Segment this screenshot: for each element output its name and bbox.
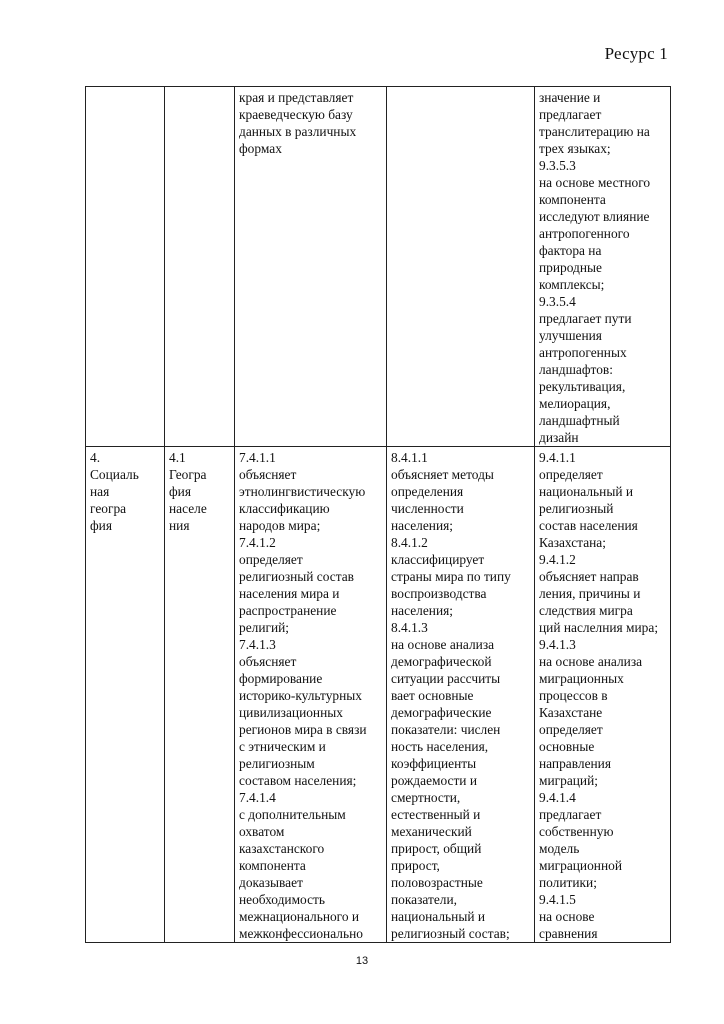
table-cell-grade8 xyxy=(387,87,535,447)
cell-text-line: антропогенных xyxy=(539,345,627,360)
cell-text-line: 4.1 xyxy=(169,450,186,465)
cell-text-line: религий; xyxy=(239,620,290,635)
cell-text-line: модель xyxy=(539,841,580,856)
cell-text-line: 9.4.1.1 xyxy=(539,450,576,465)
cell-text-line: механический xyxy=(391,824,472,839)
table-cell-subsection xyxy=(165,87,235,447)
cell-text-line: 8.4.1.3 xyxy=(391,620,428,635)
cell-text-line: на основе местного xyxy=(539,175,651,190)
cell-text-line: составом населения; xyxy=(239,773,357,788)
cell-text-line: страны мира по типу xyxy=(391,569,511,584)
table-row xyxy=(86,87,671,447)
cell-text-line: населения; xyxy=(391,518,453,533)
cell-text-line: миграционной xyxy=(539,858,622,873)
cell-text-line: компонента xyxy=(239,858,306,873)
cell-text-line: прирост, общий xyxy=(391,841,482,856)
table-row xyxy=(86,447,671,943)
cell-text-line: показатели: числен xyxy=(391,722,501,737)
cell-text-line: народов мира; xyxy=(239,518,321,533)
cell-text-line: 7.4.1.1 xyxy=(239,450,276,465)
cell-text-line: природные xyxy=(539,260,602,275)
cell-text-line: основные xyxy=(539,739,595,754)
cell-text-line: следствия мигра xyxy=(539,603,633,618)
cell-text-line: фия xyxy=(169,484,192,499)
cell-text-line: населе xyxy=(169,501,207,516)
cell-text-line: на основе анализа xyxy=(391,637,495,652)
cell-text-line: этнолингвистическую xyxy=(239,484,366,499)
cell-text-line: фактора на xyxy=(539,243,602,258)
cell-text-line: исследуют влияние xyxy=(539,209,650,224)
table-cell-grade7 xyxy=(235,87,387,447)
cell-text-line: ная xyxy=(90,484,110,499)
cell-text-line: естественный и xyxy=(391,807,481,822)
cell-text-line: ландшафтов: xyxy=(539,362,613,377)
cell-text-line: демографические xyxy=(391,705,492,720)
cell-text-line: с дополнительным xyxy=(239,807,346,822)
cell-text-line: объясняет методы xyxy=(391,467,494,482)
cell-text-line: религиозный состав; xyxy=(391,926,510,941)
cell-text-line: необходимость xyxy=(239,892,325,907)
cell-text-line: предлагает xyxy=(539,807,602,822)
cell-text-line: распространение xyxy=(239,603,337,618)
cell-text-line: населения мира и xyxy=(239,586,340,601)
cell-text-line: религиозный состав xyxy=(239,569,355,584)
cell-text-line: формирование xyxy=(239,671,323,686)
cell-text-line: дизайн xyxy=(539,430,579,445)
cell-text-line: коэффициенты xyxy=(391,756,477,771)
cell-text-line: на основе xyxy=(539,909,595,924)
cell-text-line: классификацию xyxy=(239,501,330,516)
cell-text-line: 9.3.5.3 xyxy=(539,158,576,173)
table-cell-section xyxy=(86,447,165,943)
table-cell-grade7 xyxy=(235,447,387,943)
cell-text-line: комплексы; xyxy=(539,277,605,292)
cell-text-line: определения xyxy=(391,484,464,499)
cell-text-line: предлагает xyxy=(539,107,602,122)
cell-text-line: предлагает пути xyxy=(539,311,632,326)
cell-text-line: на основе анализа xyxy=(539,654,643,669)
cell-text-line: цивилизационных xyxy=(239,705,343,720)
cell-text-line: собственную xyxy=(539,824,614,839)
cell-text-line: казахстанского xyxy=(239,841,325,856)
cell-text-line: религиозным xyxy=(239,756,315,771)
cell-text-line: краеведческую базу xyxy=(239,107,353,122)
cell-text-line: объясняет xyxy=(239,467,297,482)
cell-text-line: национальный и xyxy=(391,909,485,924)
cell-text-line: национальный и xyxy=(539,484,633,499)
cell-text-line: фия xyxy=(90,518,113,533)
cell-text-line: 8.4.1.1 xyxy=(391,450,428,465)
page-number: 13 xyxy=(355,955,369,967)
cell-text-line: регионов мира в связи xyxy=(239,722,367,737)
cell-text-line: определяет xyxy=(539,467,603,482)
cell-text-line: воспроизводства xyxy=(391,586,487,601)
table-cell-subsection xyxy=(165,447,235,943)
cell-text-line: показатели, xyxy=(391,892,457,907)
cell-text-line: Геогра xyxy=(169,467,207,482)
cell-text-line: миграционных xyxy=(539,671,624,686)
cell-text-line: транслитерацию на xyxy=(539,124,650,139)
cell-text-line: ния xyxy=(169,518,190,533)
cell-text-line: объясняет xyxy=(239,654,297,669)
cell-text-line: состав населения xyxy=(539,518,638,533)
cell-text-line: объясняет направ xyxy=(539,569,639,584)
table-cell-section xyxy=(86,87,165,447)
cell-text-line: рождаемости и xyxy=(391,773,477,788)
cell-text-line: 9.4.1.4 xyxy=(539,790,576,805)
cell-text-line: 8.4.1.2 xyxy=(391,535,428,550)
cell-text-line: половозрастные xyxy=(391,875,483,890)
cell-text-line: численности xyxy=(391,501,464,516)
cell-text-line: данных в различных xyxy=(239,124,357,139)
cell-text-line: направления xyxy=(539,756,612,771)
cell-text-line: ций наслелния мира; xyxy=(539,620,659,635)
cell-text-line: религиозный xyxy=(539,501,614,516)
cell-text-line: антропогенного xyxy=(539,226,630,241)
cell-text-line: ления, причины и xyxy=(539,586,641,601)
resource-label: Ресурс 1 xyxy=(604,44,668,63)
cell-text-line: прирост, xyxy=(391,858,440,873)
cell-text-line: геогра xyxy=(90,501,127,516)
cell-text-line: ситуации рассчиты xyxy=(391,671,501,686)
cell-text-line: классифицирует xyxy=(391,552,485,567)
cell-text-line: определяет xyxy=(239,552,303,567)
cell-text-line: значение и xyxy=(539,90,601,105)
cell-text-line: ландшафтный xyxy=(539,413,620,428)
cell-text-line: охватом xyxy=(239,824,285,839)
cell-text-line: ность населения, xyxy=(391,739,489,754)
cell-text-line: межконфессионально xyxy=(239,926,363,941)
cell-text-line: определяет xyxy=(539,722,603,737)
cell-text-line: Казахстана; xyxy=(539,535,606,550)
curriculum-table xyxy=(85,86,671,943)
cell-text-line: историко-культурных xyxy=(239,688,362,703)
cell-text-line: политики; xyxy=(539,875,597,890)
cell-text-line: 9.4.1.2 xyxy=(539,552,576,567)
cell-text-line: доказывает xyxy=(239,875,303,890)
cell-text-line: 9.3.5.4 xyxy=(539,294,576,309)
cell-text-line: формах xyxy=(239,141,282,156)
cell-text-line: 9.4.1.3 xyxy=(539,637,576,652)
cell-text-line: населения; xyxy=(391,603,453,618)
cell-text-line: миграций; xyxy=(539,773,598,788)
cell-text-line: Социаль xyxy=(90,467,139,482)
cell-text-line: с этническим и xyxy=(239,739,326,754)
cell-text-line: демографической xyxy=(391,654,492,669)
table-cell-grade9 xyxy=(535,447,671,943)
cell-text-line: вает основные xyxy=(391,688,474,703)
cell-text-line: 7.4.1.2 xyxy=(239,535,276,550)
cell-text-line: сравнения xyxy=(539,926,598,941)
cell-text-line: 4. xyxy=(90,450,101,465)
cell-text-line: 7.4.1.4 xyxy=(239,790,276,805)
table-cell-grade8 xyxy=(387,447,535,943)
cell-text-line: рекультивация, xyxy=(539,379,626,394)
cell-text-line: улучшения xyxy=(539,328,602,343)
cell-text-line: трех языках; xyxy=(539,141,611,156)
cell-text-line: процессов в xyxy=(539,688,608,703)
cell-text-line: мелиорация, xyxy=(539,396,611,411)
cell-text-line: 9.4.1.5 xyxy=(539,892,576,907)
cell-text-line: края и представляет xyxy=(239,90,354,105)
cell-text-line: Казахстане xyxy=(539,705,603,720)
cell-text-line: 7.4.1.3 xyxy=(239,637,276,652)
cell-text-line: компонента xyxy=(539,192,606,207)
table-cell-grade9 xyxy=(535,87,671,447)
cell-text-line: межнационального и xyxy=(239,909,360,924)
cell-text-line: смертности, xyxy=(391,790,461,805)
